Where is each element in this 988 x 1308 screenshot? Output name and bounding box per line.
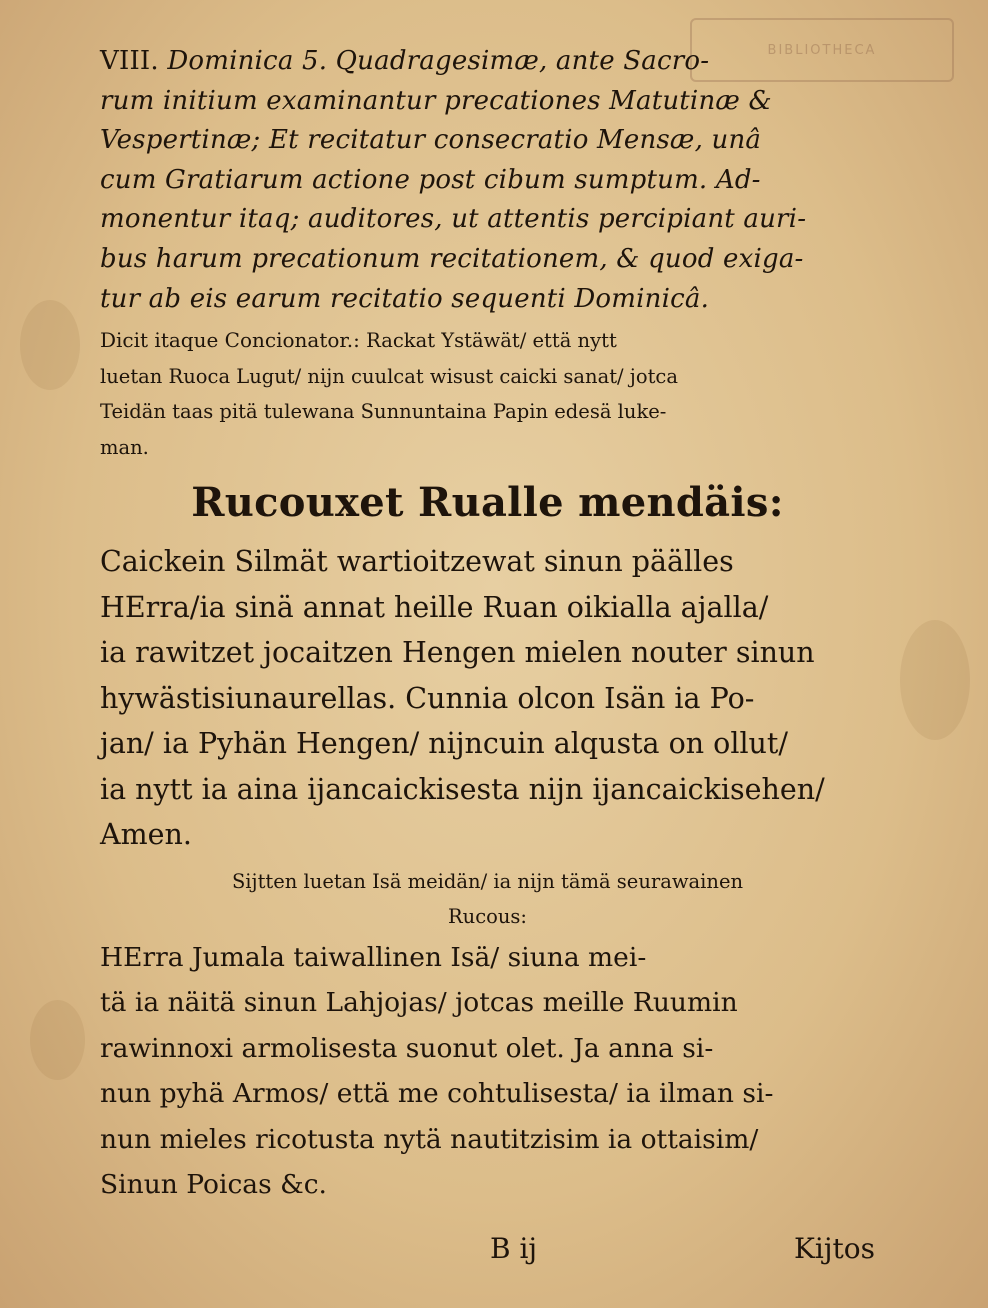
foxing-stain: [20, 300, 80, 390]
section-number: VIII.: [100, 46, 159, 76]
prayer-line: Amen.: [100, 818, 192, 852]
transition-text: [100, 864, 875, 935]
intro-line: luetan Ruoca Lugut/ nijn cuulcat wisust caicki sanat/ jotca: [100, 364, 678, 388]
page-content: [100, 42, 875, 1208]
intro-paragraph: [100, 323, 875, 465]
intro-line: Rackat Ystäwät/ että nytt: [366, 329, 617, 353]
transition-line: Rucous:: [447, 905, 528, 929]
prayer-line: ia rawitzet jocaitzen Hengen mielen nouter sinun: [100, 636, 815, 670]
foxing-stain: [30, 1000, 85, 1080]
foxing-stain: [900, 620, 970, 740]
prayer-line: tä ia näitä sinun Lahjojas/ jotcas meille Ruumin: [100, 987, 738, 1019]
prayer-line: jan/ ia Pyhän Hengen/ nijncuin alqusta on ollut/: [100, 727, 788, 761]
prayer-line: hywästisiunaurellas. Cunnia olcon Isän ia Po-: [100, 681, 755, 715]
intro-line: man.: [100, 435, 149, 459]
latin-line: bus harum precationum recitationem, & quod exiga-: [100, 243, 804, 274]
section-heading: Rucouxet Rualle mendäis:: [191, 479, 784, 527]
prayer-line: Sinun Poicas &c.: [100, 1169, 327, 1201]
latin-paragraph: [100, 42, 875, 319]
page-footer: [100, 1232, 875, 1282]
prayer-line: Caickein Silmät wartioitzewat sinun päälles: [100, 545, 734, 579]
intro-line: Teidän taas pitä tulewana Sunnuntaina Papin edesä luke-: [100, 400, 667, 424]
prayer-line: HErra Jumala taiwallinen Isä/ siuna mei-: [100, 941, 647, 973]
latin-line: cum Gratiarum actione post cibum sumptum. Ad-: [100, 164, 761, 195]
prayer-two: [100, 935, 875, 1208]
prayer-line: rawinnoxi armolisesta suonut olet. Ja anna si-: [100, 1032, 714, 1064]
stamp-text: BIBLIOTHECA: [767, 42, 877, 58]
prayer-line: HErra/ia sinä annat heille Ruan oikialla ajalla/: [100, 590, 769, 624]
prayer-line: nun mieles ricotusta nytä nautitzisim ia ottaisim/: [100, 1123, 759, 1155]
prayer-line: ia nytt ia aina ijancaickisesta nijn ijancaickisehen/: [100, 772, 825, 806]
prayer-line: nun pyhä Armos/ että me cohtulisesta/ ia ilman si-: [100, 1078, 774, 1110]
latin-line: Vespertinæ; Et recitatur consecratio Mensæ, unâ: [100, 125, 762, 156]
latin-line: tur ab eis earum recitatio sequenti Dominicâ.: [100, 283, 710, 314]
latin-line: monentur itaq; auditores, ut attentis percipiant auri-: [100, 204, 807, 235]
catchword: Kijtos: [793, 1232, 875, 1265]
prayer-one: [100, 539, 875, 858]
intro-lead: Dicit itaque Concionator.:: [100, 328, 360, 353]
signature-mark: B ij: [490, 1232, 538, 1265]
transition-line: Sijtten luetan Isä meidän/ ia nijn tämä seurawainen: [231, 869, 744, 893]
latin-line: Dominica 5. Quadragesimæ, ante Sacro-: [167, 46, 710, 76]
latin-line: rum initium examinantur precationes Matutinæ &: [100, 85, 772, 116]
